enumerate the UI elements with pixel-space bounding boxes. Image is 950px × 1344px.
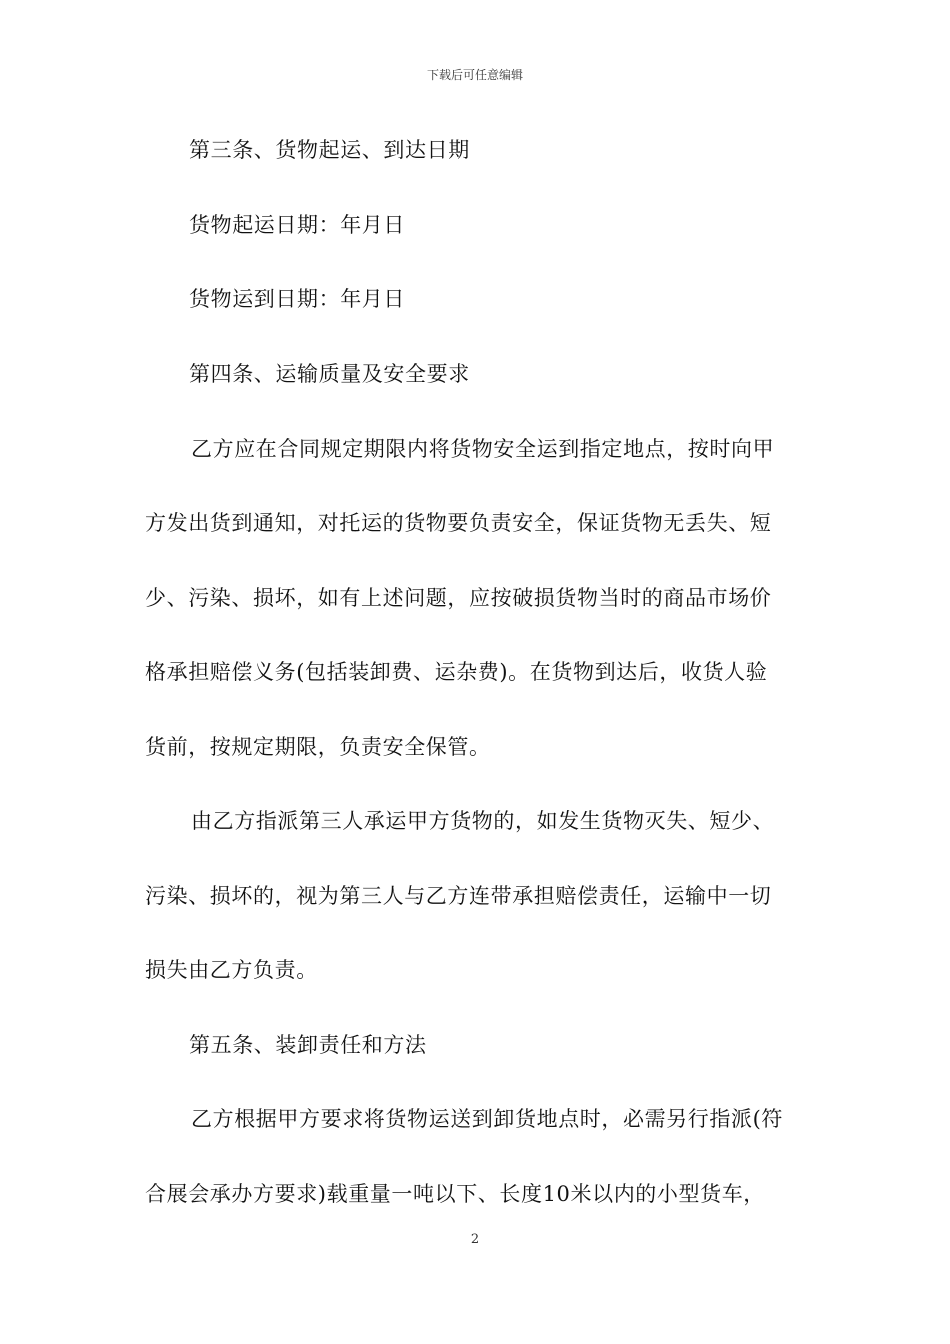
text-line: 货物起运日期：年月日 [189,213,405,237]
text-line: 由乙方指派第三人承运甲方货物的，如发生货物灭失、短少、 [191,809,775,833]
text-line: 货前，按规定期限，负责安全保管。 [145,735,491,759]
text-line: 合展会承办方要求)载重量一吨以下、长度10米以内的小型货车， [145,1182,765,1206]
page-number: 2 [470,1232,480,1247]
article-4-heading: 第四条、运输质量及安全要求 [189,362,470,386]
text-line: 乙方根据甲方要求将货物运送到卸货地点时，必需另行指派(符 [191,1107,783,1131]
text-line: 货物运到日期：年月日 [189,287,405,311]
text-line: 乙方应在合同规定期限内将货物安全运到指定地点，按时向甲 [191,437,775,461]
article-5-heading: 第五条、装卸责任和方法 [189,1033,427,1057]
text-line: 方发出货到通知，对托运的货物要负责安全，保证货物无丢失、短 [145,511,772,535]
text-line: 格承担赔偿义务(包括装卸费、运杂费)。在货物到达后，收货人验 [145,660,768,684]
text-line: 少、污染、损坏，如有上述问题，应按破损货物当时的商品市场价 [145,586,772,610]
text-line: 污染、损坏的，视为第三人与乙方连带承担赔偿责任，运输中一切 [145,884,772,908]
header-note: 下载后可任意编辑 [426,68,523,82]
article-3-heading: 第三条、货物起运、到达日期 [189,138,470,162]
text-line: 损失由乙方负责。 [145,958,318,982]
